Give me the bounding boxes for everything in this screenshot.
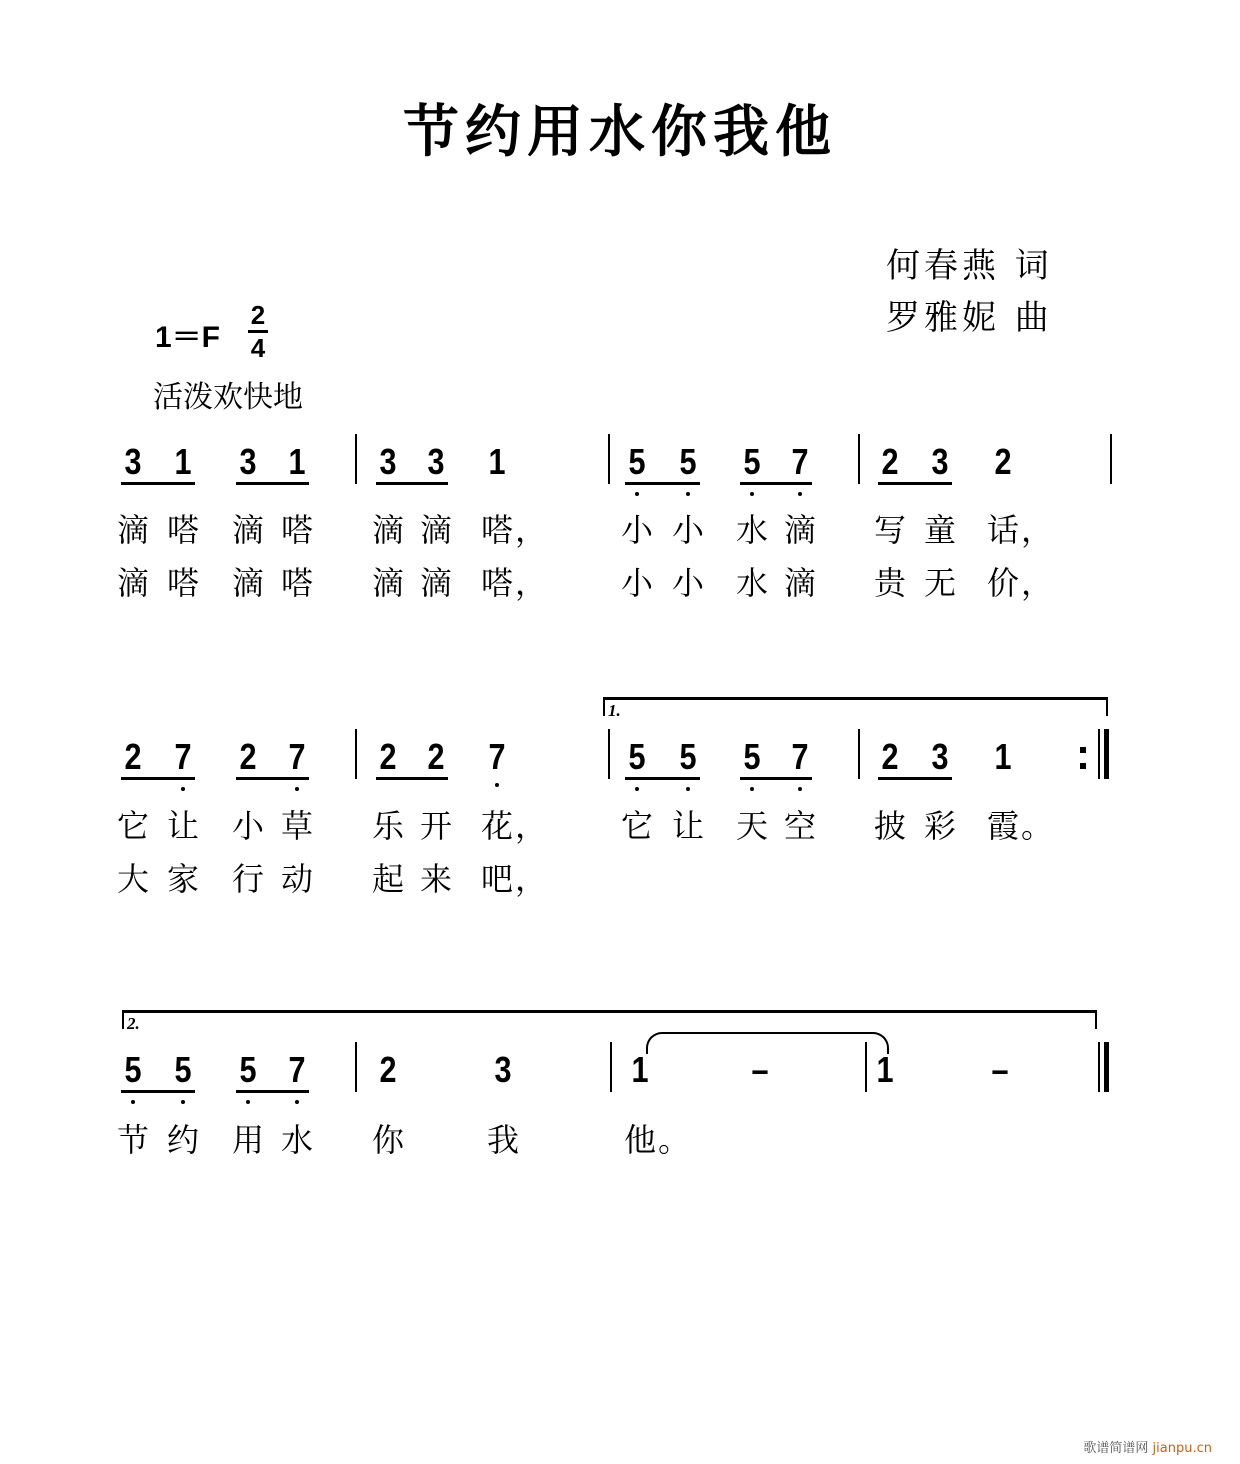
lyric-char: 价	[986, 564, 1019, 602]
volta-label: 1.	[608, 701, 621, 720]
thick-barline	[1104, 1042, 1109, 1092]
tie	[646, 1032, 889, 1054]
lyric-char: 滴	[783, 564, 816, 602]
low-octave-dot	[635, 787, 639, 791]
barline	[858, 729, 860, 779]
lyric-char: 霞	[986, 807, 1019, 845]
watermark-site: 歌谱简谱网	[1083, 1441, 1149, 1456]
lyric-char: 嗒	[280, 511, 313, 549]
low-octave-dot	[635, 492, 639, 496]
lyric-char: 滴	[231, 564, 264, 602]
lyric-char: 嗒	[480, 511, 513, 549]
sustain-dash: –	[751, 1049, 769, 1090]
lyric-char: 水	[280, 1121, 313, 1159]
lyric-char: 嗒	[480, 564, 513, 602]
lyric-char: 嗒	[280, 564, 313, 602]
note: 1	[288, 441, 306, 482]
lyric-char: 无	[923, 564, 956, 602]
note: 7	[288, 1049, 306, 1090]
note: 7	[791, 736, 809, 777]
low-octave-dot	[181, 1100, 185, 1104]
lyric-char: 滴	[371, 564, 404, 602]
lyric-char: 动	[280, 860, 313, 898]
lyric-char: 小	[231, 807, 264, 845]
lyric-char: 滴	[116, 511, 149, 549]
eighth-beam	[376, 777, 448, 780]
lyric-char: 话	[986, 511, 1019, 549]
note: 5	[124, 1049, 142, 1090]
lyric-char: 滴	[419, 511, 452, 549]
lyric-punct: ，	[515, 511, 548, 549]
note: 2	[881, 736, 899, 777]
key-signature: 1＝F	[155, 321, 221, 354]
lyric-char: 空	[783, 807, 816, 845]
note: 1	[994, 736, 1012, 777]
lyric-char: 滴	[783, 511, 816, 549]
note: 5	[679, 441, 697, 482]
lyric-char: 写	[873, 511, 906, 549]
tempo-marking: 活泼欢快地	[153, 380, 303, 415]
note: 3	[239, 441, 257, 482]
eighth-beam	[740, 777, 812, 780]
note: 2	[881, 441, 899, 482]
barline	[1098, 1042, 1100, 1092]
lyric-char: 童	[923, 511, 956, 549]
eighth-beam	[121, 482, 195, 485]
lyric-char: 开	[419, 807, 452, 845]
lyric-char: 大	[116, 860, 149, 898]
lyric-char: 水	[735, 511, 768, 549]
volta-bracket	[603, 697, 1108, 720]
note: 7	[174, 736, 192, 777]
lyric-char: 滴	[231, 511, 264, 549]
lyric-char: 节	[116, 1121, 149, 1159]
note: 2	[379, 1049, 397, 1090]
eighth-beam	[236, 482, 309, 485]
lyricist-credit: 何春燕 词	[886, 246, 1053, 286]
lyric-char: 家	[166, 860, 199, 898]
barline	[355, 729, 357, 779]
barline	[858, 434, 860, 484]
note: 1	[876, 1049, 894, 1090]
volta-bracket	[122, 1010, 1097, 1033]
note: 5	[743, 736, 761, 777]
low-octave-dot	[686, 492, 690, 496]
lyric-char: 乐	[371, 807, 404, 845]
lyric-punct: ，	[515, 860, 548, 898]
lyric-char: 让	[671, 807, 704, 845]
time-signature-top: 2	[250, 300, 266, 330]
composer-credit: 罗雅妮 曲	[886, 298, 1053, 338]
note: 5	[679, 736, 697, 777]
lyric-char: 小	[620, 564, 653, 602]
note: 7	[488, 736, 506, 777]
lyric-char: 贵	[873, 564, 906, 602]
note: 3	[379, 441, 397, 482]
lyric-char: 来	[419, 860, 452, 898]
note: 2	[379, 736, 397, 777]
thick-barline	[1104, 729, 1109, 779]
barline	[1098, 729, 1100, 779]
note: 5	[628, 736, 646, 777]
sustain-dash: –	[991, 1049, 1009, 1090]
lyric-char: 水	[735, 564, 768, 602]
note: 3	[494, 1049, 512, 1090]
low-octave-dot	[750, 492, 754, 496]
note: 7	[288, 736, 306, 777]
lyric-char: 滴	[419, 564, 452, 602]
note: 3	[124, 441, 142, 482]
note: 1	[631, 1049, 649, 1090]
lyric-char: 天	[735, 807, 768, 845]
time-signature-bottom: 4	[250, 333, 266, 363]
lyric-punct: 。	[658, 1121, 691, 1159]
note: 5	[743, 441, 761, 482]
lyric-char: 你	[371, 1121, 404, 1159]
lyric-punct: 。	[1021, 807, 1054, 845]
volta-label: 2.	[127, 1014, 140, 1033]
note: 5	[174, 1049, 192, 1090]
lyric-char: 用	[231, 1121, 264, 1159]
lyric-char: 它	[116, 807, 149, 845]
lyric-char: 他	[623, 1121, 656, 1159]
note: 5	[239, 1049, 257, 1090]
note: 1	[488, 441, 506, 482]
low-octave-dot	[686, 787, 690, 791]
barline	[610, 1042, 612, 1092]
note: 7	[791, 441, 809, 482]
eighth-beam	[625, 777, 700, 780]
lyric-char: 起	[371, 860, 404, 898]
song-title: 节约用水你我他	[403, 99, 837, 165]
lyric-char: 行	[231, 860, 264, 898]
repeat-dot	[1080, 747, 1086, 753]
time-signature	[246, 300, 270, 363]
low-octave-dot	[750, 787, 754, 791]
low-octave-dot	[181, 787, 185, 791]
lyric-char: 小	[671, 511, 704, 549]
note: 2	[994, 441, 1012, 482]
lyric-char: 让	[166, 807, 199, 845]
note: 2	[239, 736, 257, 777]
barline	[355, 434, 357, 484]
eighth-beam	[121, 777, 195, 780]
eighth-beam	[740, 482, 812, 485]
barline	[608, 434, 610, 484]
repeat-dot	[1080, 763, 1086, 769]
note: 1	[174, 441, 192, 482]
note: 3	[931, 441, 949, 482]
lyric-char: 披	[873, 807, 906, 845]
lyric-char: 花	[480, 807, 513, 845]
lyric-char: 我	[486, 1121, 519, 1159]
lyric-punct: ，	[1021, 511, 1054, 549]
lyric-char: 小	[671, 564, 704, 602]
note: 2	[124, 736, 142, 777]
lyric-punct: ，	[1021, 564, 1054, 602]
eighth-beam	[121, 1090, 195, 1093]
lyric-char: 小	[620, 511, 653, 549]
barline	[355, 1042, 357, 1092]
lyric-char: 滴	[116, 564, 149, 602]
watermark	[1083, 1437, 1212, 1456]
low-octave-dot	[295, 1100, 299, 1104]
lyric-punct: ，	[515, 564, 548, 602]
eighth-beam	[236, 1090, 309, 1093]
lyric-char: 嗒	[166, 564, 199, 602]
low-octave-dot	[798, 492, 802, 496]
lyric-char: 它	[620, 807, 653, 845]
watermark-url: jianpu.cn	[1152, 1441, 1212, 1456]
lyric-char: 滴	[371, 511, 404, 549]
eighth-beam	[878, 777, 952, 780]
eighth-beam	[236, 777, 309, 780]
low-octave-dot	[295, 787, 299, 791]
low-octave-dot	[246, 1100, 250, 1104]
note: 3	[427, 441, 445, 482]
lyric-char: 彩	[923, 807, 956, 845]
lyric-char: 草	[280, 807, 313, 845]
lyric-punct: ，	[515, 807, 548, 845]
low-octave-dot	[798, 787, 802, 791]
note: 5	[628, 441, 646, 482]
note: 3	[931, 736, 949, 777]
eighth-beam	[878, 482, 952, 485]
barline	[1110, 434, 1112, 484]
barline	[608, 729, 610, 779]
lyric-char: 嗒	[166, 511, 199, 549]
low-octave-dot	[131, 1100, 135, 1104]
note: 2	[427, 736, 445, 777]
lyric-char: 约	[166, 1121, 199, 1159]
lyric-char: 吧	[480, 860, 513, 898]
eighth-beam	[625, 482, 700, 485]
low-octave-dot	[495, 783, 499, 787]
eighth-beam	[376, 482, 448, 485]
